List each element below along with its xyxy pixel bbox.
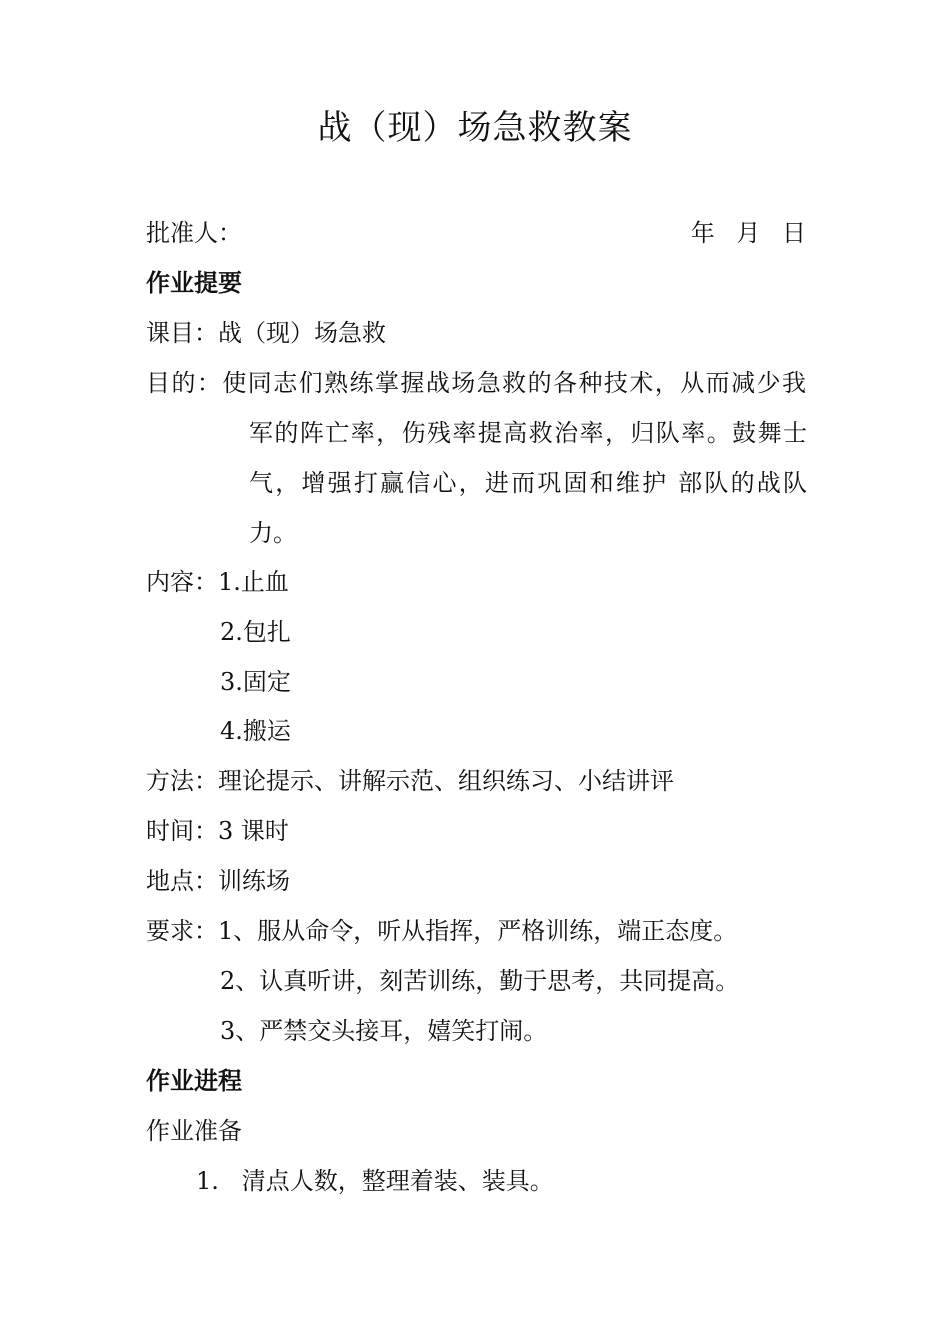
requirement-2: 2、认真听讲，刻苦训练，勤于思考，共同提高。: [220, 967, 740, 995]
time-line: 时间：3 课时: [146, 817, 289, 845]
purpose-line-3: 气，增强打赢信心，进而巩固和维护 部队的战队: [249, 469, 807, 497]
requirement-3: 3、严禁交头接耳，嬉笑打闹。: [220, 1017, 548, 1045]
section-heading-summary: 作业提要: [146, 269, 242, 297]
content-item-2: 2.包扎: [220, 618, 291, 646]
content-item-1: 内容：1.止血: [146, 568, 289, 596]
section-heading-process: 作业进程: [146, 1067, 242, 1095]
prep-heading: 作业准备: [146, 1117, 242, 1145]
approver-label: 批准人：: [146, 219, 242, 247]
document-title: 战（现）场急救教案: [317, 108, 633, 148]
purpose-line-2: 军的阵亡率，伤残率提高救治率，归队率。鼓舞士: [249, 419, 807, 447]
prep-item-1: 1. 清点人数，整理着装、装具。: [196, 1167, 554, 1195]
method-line: 方法：理论提示、讲解示范、组织练习、小结讲评: [146, 767, 674, 795]
purpose-line-4: 力。: [249, 519, 297, 547]
location-line: 地点：训练场: [146, 867, 290, 895]
date-label: 年 月 日: [690, 219, 806, 247]
purpose-line-1: 目的：使同志们熟练掌握战场急救的各种技术，从而减少我: [146, 369, 806, 397]
requirement-1: 要求：1、服从命令，听从指挥，严格训练，端正态度。: [146, 917, 738, 945]
content-item-3: 3.固定: [220, 668, 291, 696]
subject-line: 课目：战（现）场急救: [146, 319, 386, 347]
content-item-4: 4.搬运: [220, 717, 291, 745]
